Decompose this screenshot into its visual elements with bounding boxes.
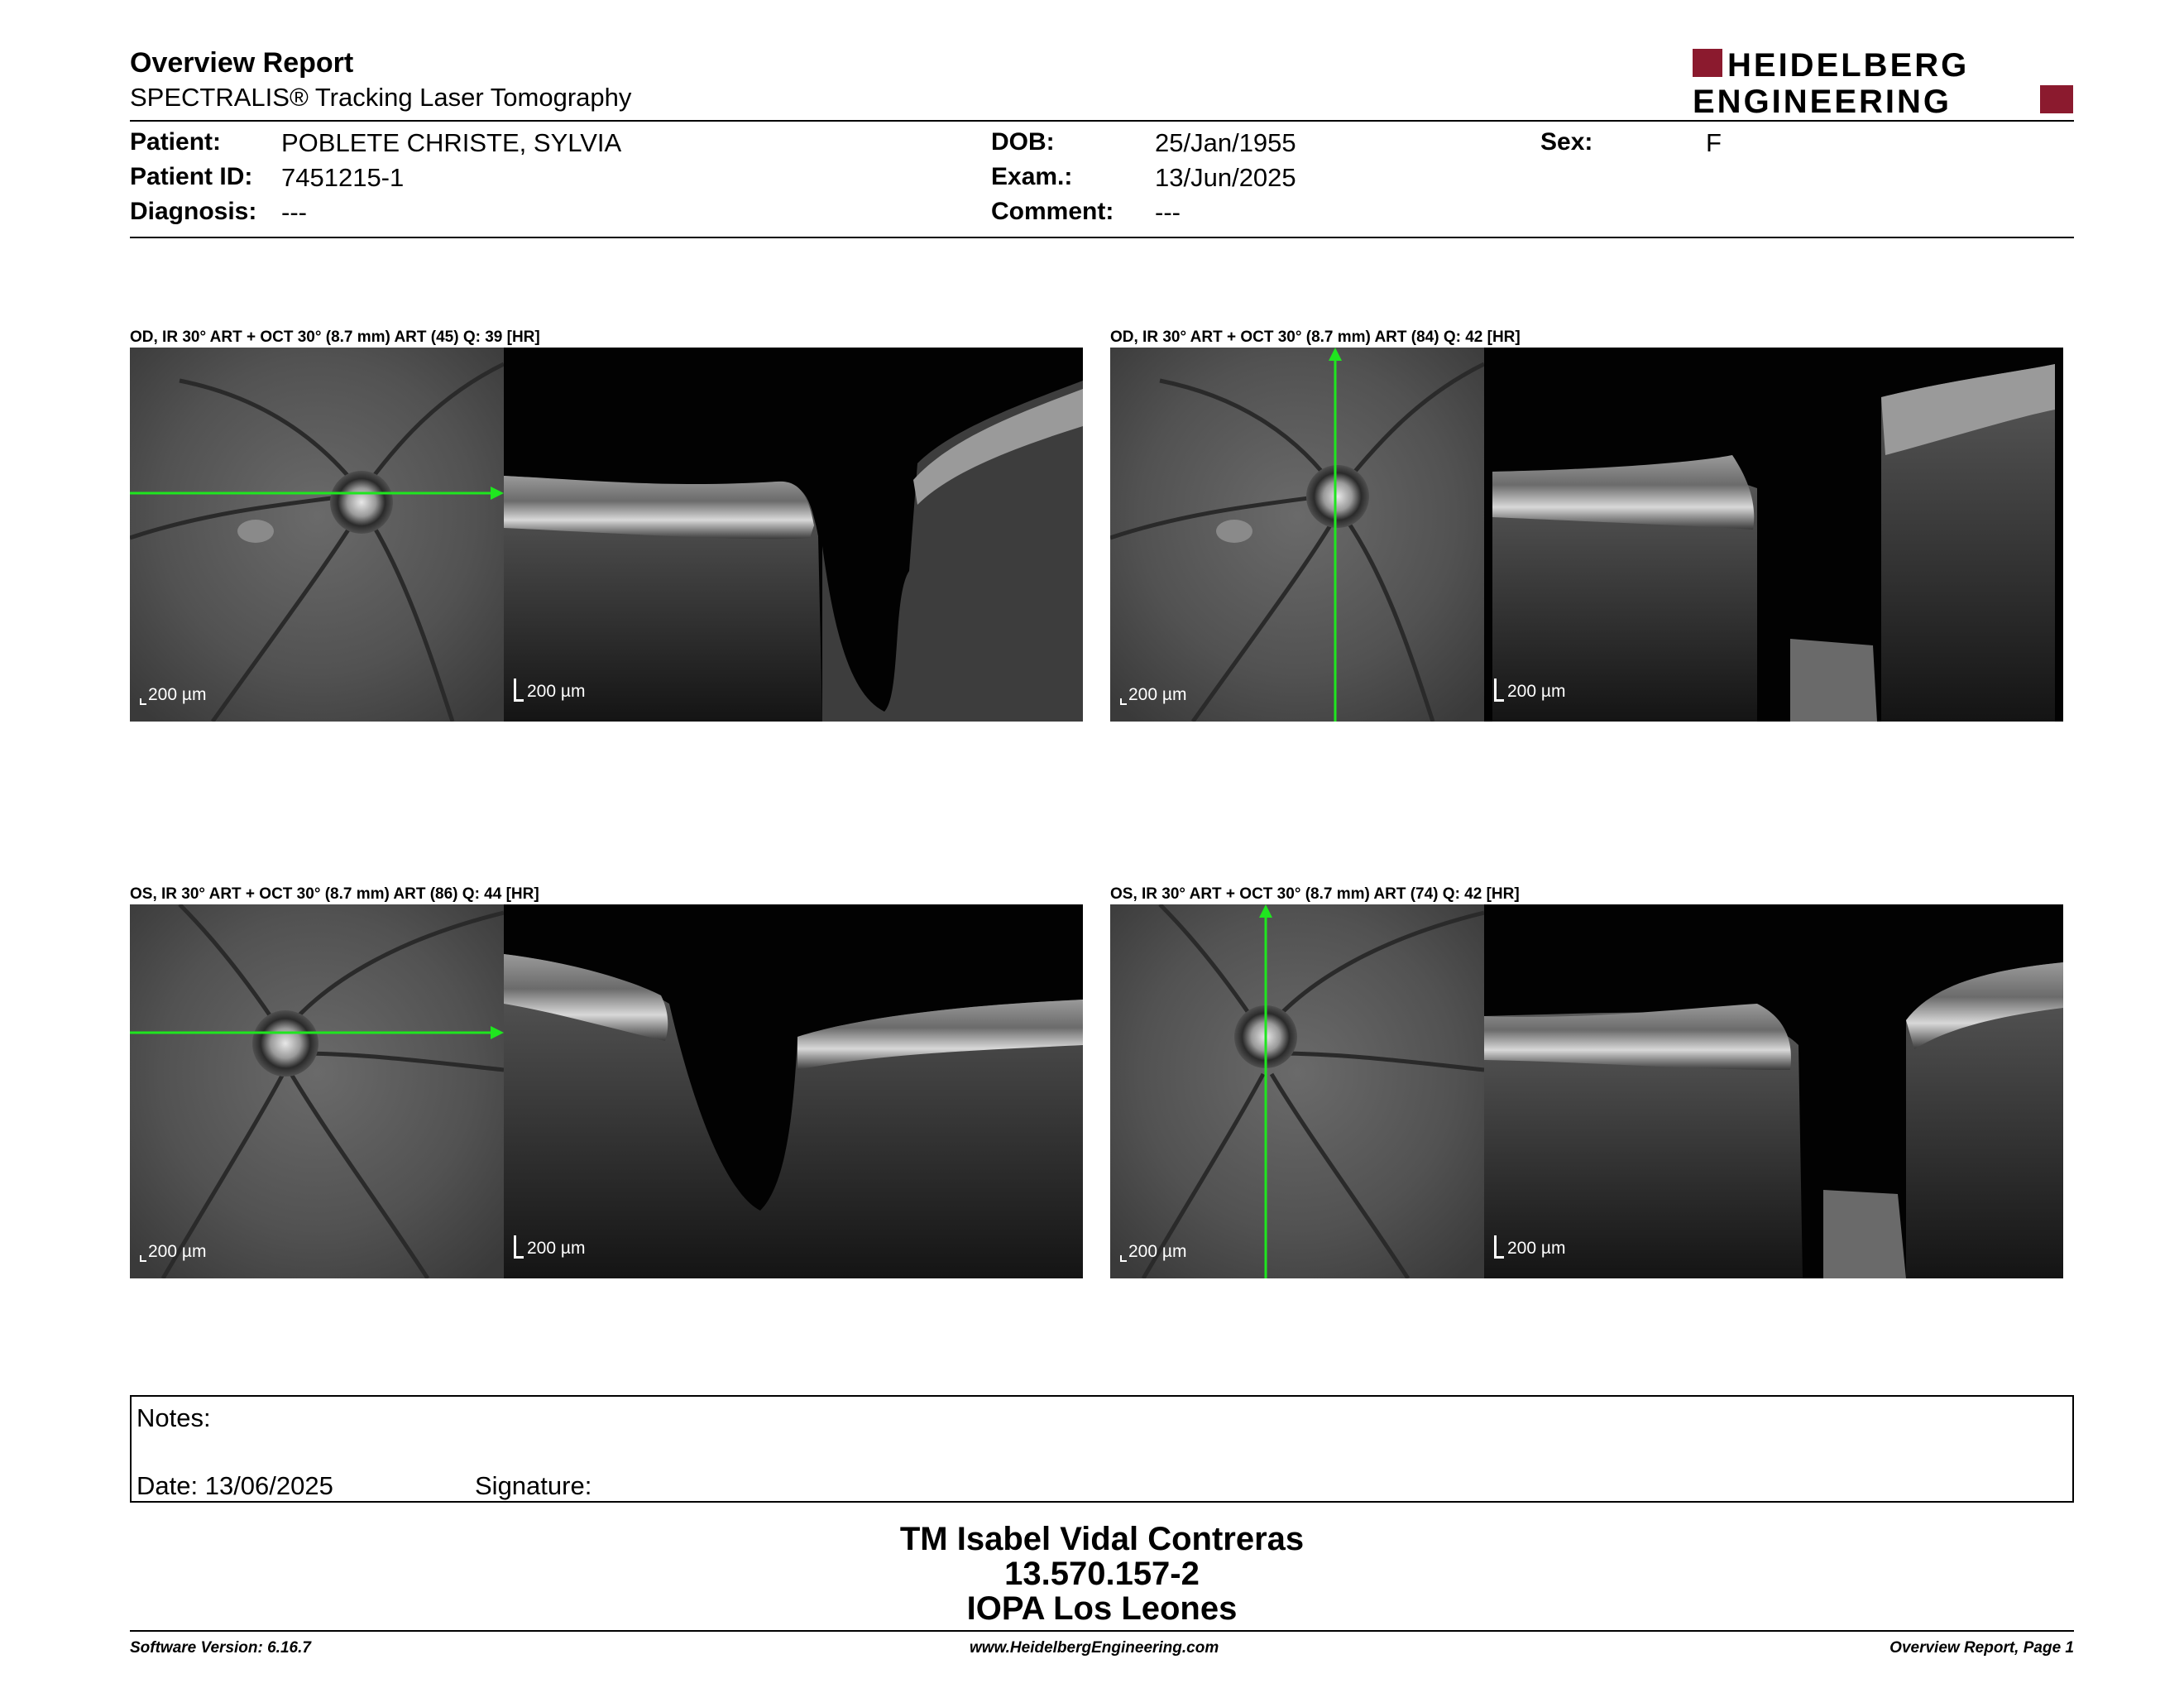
fundus-image-os-1 [130,904,504,1278]
info-rule [130,237,2074,238]
signer-institution: IOPA Los Leones [966,1590,1238,1627]
panel-os-2-title: OS, IR 30° ART + OCT 30° (8.7 mm) ART (74) Q: 42 [HR] [1110,885,1520,903]
dob-value: 25/Jan/1955 [1155,128,1296,157]
report-subtitle: SPECTRALIS® Tracking Laser Tomography [130,83,632,112]
oct-bscan-os-2 [1484,904,2063,1278]
panel-od-1-title: OD, IR 30° ART + OCT 30° (8.7 mm) ART (45) Q: 39 [HR] [130,328,540,346]
patient-name: POBLETE CHRISTE, SYLVIA [281,128,622,157]
oct-bscan-od-1 [504,348,1083,722]
svg-text:ENGINEERING: ENGINEERING [1693,84,1952,116]
sex-value: F [1706,128,1722,157]
sex-label: Sex: [1540,128,1593,156]
fundus-scale-bar-os-1 [140,1242,206,1262]
oct-scale-bar-os-1 [514,1235,585,1259]
oct-scale-bar-od-2 [1494,679,1565,702]
signer-id: 13.570.157-2 [1004,1556,1200,1592]
fundus-image-os-2 [1110,904,1484,1278]
patient-id-value: 7451215-1 [281,163,405,192]
date-label: Date: 13/06/2025 [136,1471,333,1500]
website-link[interactable]: www.HeidelbergEngineering.com [970,1639,1219,1657]
exam-label: Exam.: [991,163,1073,190]
fundus-scale-bar-os-2 [1120,1242,1186,1262]
notes-label: Notes: [136,1403,211,1432]
header-rule [130,120,2074,122]
scale-label: 200 µm [1507,1239,1566,1258]
oct-bscan-os-1 [504,904,1083,1278]
scale-tick-icon [140,698,146,705]
footer-rule [130,1630,2074,1632]
scale-tick-icon [1120,698,1127,705]
scale-label: 200 µm [527,1239,586,1258]
scale-label: 200 µm [1128,685,1187,704]
dob-label: DOB: [991,128,1055,156]
fundus-image-od-1 [130,348,504,722]
scale-tick-icon [140,1255,146,1262]
fundus-image-od-2 [1110,348,1484,722]
exam-value: 13/Jun/2025 [1155,163,1296,192]
page-indicator: Overview Report, Page 1 [1889,1639,2074,1657]
scale-label: 200 µm [527,682,586,701]
scale-bar-icon [1494,679,1504,702]
scale-label: 200 µm [148,685,207,704]
scale-label: 200 µm [1507,682,1566,701]
panel-od-2-title: OD, IR 30° ART + OCT 30° (8.7 mm) ART (84) Q: 42 [HR] [1110,328,1521,346]
software-version: Software Version: 6.16.7 [130,1639,311,1657]
fundus-scale-bar-od-1 [140,685,206,705]
oct-scale-bar-od-1 [514,679,585,702]
scale-label: 200 µm [148,1242,207,1261]
heidelberg-logo [1693,46,2073,116]
svg-text:HEIDELBERG: HEIDELBERG [1727,47,1970,84]
panel-os-1-title: OS, IR 30° ART + OCT 30° (8.7 mm) ART (86) Q: 44 [HR] [130,885,539,903]
scale-bar-icon [514,679,524,702]
fundus-scale-bar-od-2 [1120,685,1186,705]
signature-label: Signature: [475,1471,592,1500]
comment-value: --- [1155,198,1181,227]
patient-id-label: Patient ID: [130,163,253,190]
diagnosis-label: Diagnosis: [130,198,257,225]
report-title: Overview Report [130,47,354,79]
diagnosis-value: --- [281,198,307,227]
comment-label: Comment: [991,198,1114,225]
notes-box [130,1395,2074,1503]
signer-name: TM Isabel Vidal Contreras [899,1521,1305,1557]
oct-scale-bar-os-2 [1494,1235,1565,1259]
scale-bar-icon [514,1235,524,1259]
oct-bscan-od-2 [1484,348,2063,722]
patient-label: Patient: [130,128,222,156]
scale-tick-icon [1120,1255,1127,1262]
scale-bar-icon [1494,1235,1504,1259]
scale-label: 200 µm [1128,1242,1187,1261]
